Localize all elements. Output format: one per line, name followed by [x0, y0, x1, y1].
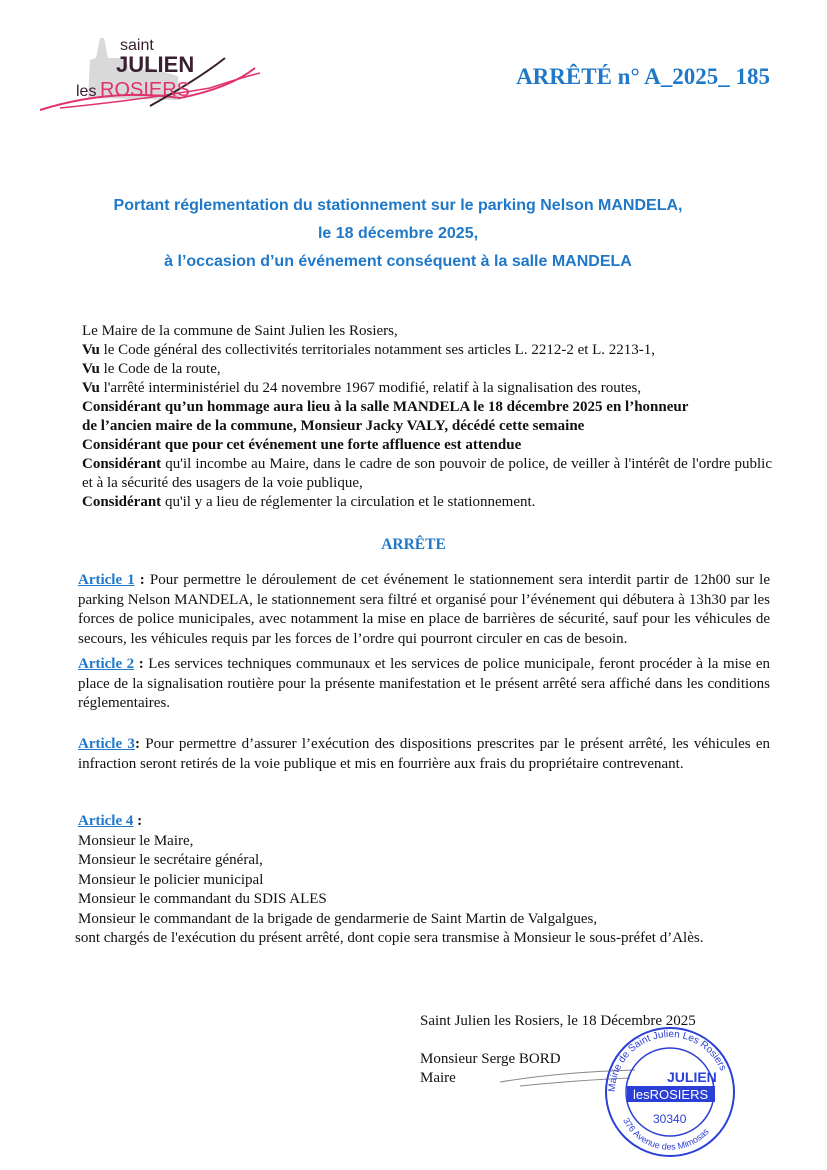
vu-line: Vu l'arrêté interministériel du 24 novembre 1967 modifié, relatif à la signalisation des routes, — [82, 380, 642, 396]
svg-text:30340: 30340 — [653, 1112, 687, 1126]
recipient-line: Monsieur le secrétaire général, — [78, 852, 263, 868]
official-stamp — [595, 1020, 745, 1165]
svg-text:JULIEN: JULIEN — [116, 52, 195, 77]
preamble — [82, 322, 772, 512]
article-4: Article 4 : Monsieur le Maire, Monsieur le secrétaire général, Monsieur le policier municipal Monsieur le commandant du SDIS ALES Monsieur le commandant de la brigade de gendarmerie de Saint Martin de Valgalgues, sont chargés de l'exécution du présent arrêté, dont copie sera transmise à Monsieur le sous-préfet d’Alès. — [78, 812, 770, 949]
signatory-name: Monsieur Serge BORD — [420, 1051, 561, 1067]
svg-text:lesROSIERS: lesROSIERS — [633, 1087, 709, 1102]
article-label: Article 1 — [78, 572, 135, 588]
vu-line: Vu le Code de la route, — [82, 361, 221, 377]
recipient-line: Monsieur le commandant du SDIS ALES — [78, 891, 327, 907]
logo-text: saint — [120, 37, 154, 54]
municipality-logo — [30, 28, 270, 118]
article-label: Article 2 — [78, 656, 135, 672]
arrete-heading: ARRÊTE — [381, 536, 446, 553]
recipient-line: Monsieur le commandant de la brigade de gendarmerie de Saint Martin de Valgalgues, — [78, 910, 598, 927]
recipient-line: sont chargés de l'exécution du présent arrêté, dont copie sera transmise à Monsieur le sous-préfet d’Alès. — [75, 930, 704, 946]
considerant-line: Considérant qu'il y a lieu de réglementer la circulation et le stationnement. — [82, 494, 536, 510]
article-label: Article 4 — [78, 813, 134, 829]
recipient-line: Monsieur le policier municipal — [78, 871, 264, 888]
article-label: Article 3 — [78, 736, 135, 752]
signature-place-date: Saint Julien les Rosiers, le 18 Décembre 2025 — [420, 1013, 696, 1029]
recipient-line: Monsieur le Maire, — [78, 832, 194, 849]
considerant-line: de l’ancien maire de la commune, Monsieur Jacky VALY, décédé cette semaine — [82, 418, 585, 434]
svg-text:376 Avenue des Mimosas: 376 Avenue des Mimosas — [621, 1116, 711, 1152]
subtitle-line: à l’occasion d’un événement conséquent à la salle MANDELA — [164, 253, 632, 270]
considerant-line: Considérant qu'il incombe au Maire, dans le cadre de son pouvoir de police, de veiller à l'intérêt de l'ordre public et à la sécurité des usagers de la voie publique, — [82, 456, 772, 491]
vu-line: Vu le Code général des collectivités territoriales notamment ses articles L. 2212-2 et L. 2213-1, — [82, 342, 656, 358]
signatory-role: Maire — [420, 1070, 456, 1086]
subtitle-line: Portant réglementation du stationnement sur le parking Nelson MANDELA, — [113, 197, 683, 214]
document-title: ARRÊTÉ n° A_2025_ 185 — [516, 64, 770, 89]
document-subtitle — [60, 192, 736, 276]
considerant-line: Considérant que pour cet événement une forte affluence est attendue — [82, 437, 522, 453]
subtitle-line: le 18 décembre 2025, — [317, 225, 479, 242]
svg-text:les: les — [76, 83, 97, 100]
article-2: Article 2 : Les services techniques communaux et les services de police municipale, feront procéder à la mise en place de la signalisation routière pour la présente manifestation et le présent arrêté sera affiché dans les conditions réglementaires. — [78, 656, 770, 711]
preamble-intro: Le Maire de la commune de Saint Julien les Rosiers, — [82, 323, 398, 339]
svg-text:ROSIERS: ROSIERS — [100, 79, 191, 101]
considerant-line: Considérant qu’un hommage aura lieu à la salle MANDELA le 18 décembre 2025 en l’honneur — [82, 399, 689, 415]
article-1: Article 1 : Pour permettre le déroulement de cet événement le stationnement sera interdit partir de 12h00 sur le parking Nelson MANDELA, le stationnement sera filtré et organisé pour l’événement qui débutera à 13h30 par les forces de police municipales, avec notamment la mise en place de barrières de sécurité, sauf pour les véhicules de secours, les véhicules requis par les forces de l’ordre qui pourront circuler en cas de besoin. — [78, 572, 770, 647]
article-3: Article 3: Pour permettre d’assurer l’exécution des dispositions prescrites par le présent arrêté, les véhicules en infraction seront retirés de la voie publique et mis en fourrière aux frais du propriétaire contrevenant. — [78, 736, 771, 772]
svg-text:JULIEN: JULIEN — [667, 1069, 717, 1085]
svg-text:Mairie de Saint Julien Les Ros: Mairie de Saint Julien Les Rosiers — [606, 1028, 729, 1093]
